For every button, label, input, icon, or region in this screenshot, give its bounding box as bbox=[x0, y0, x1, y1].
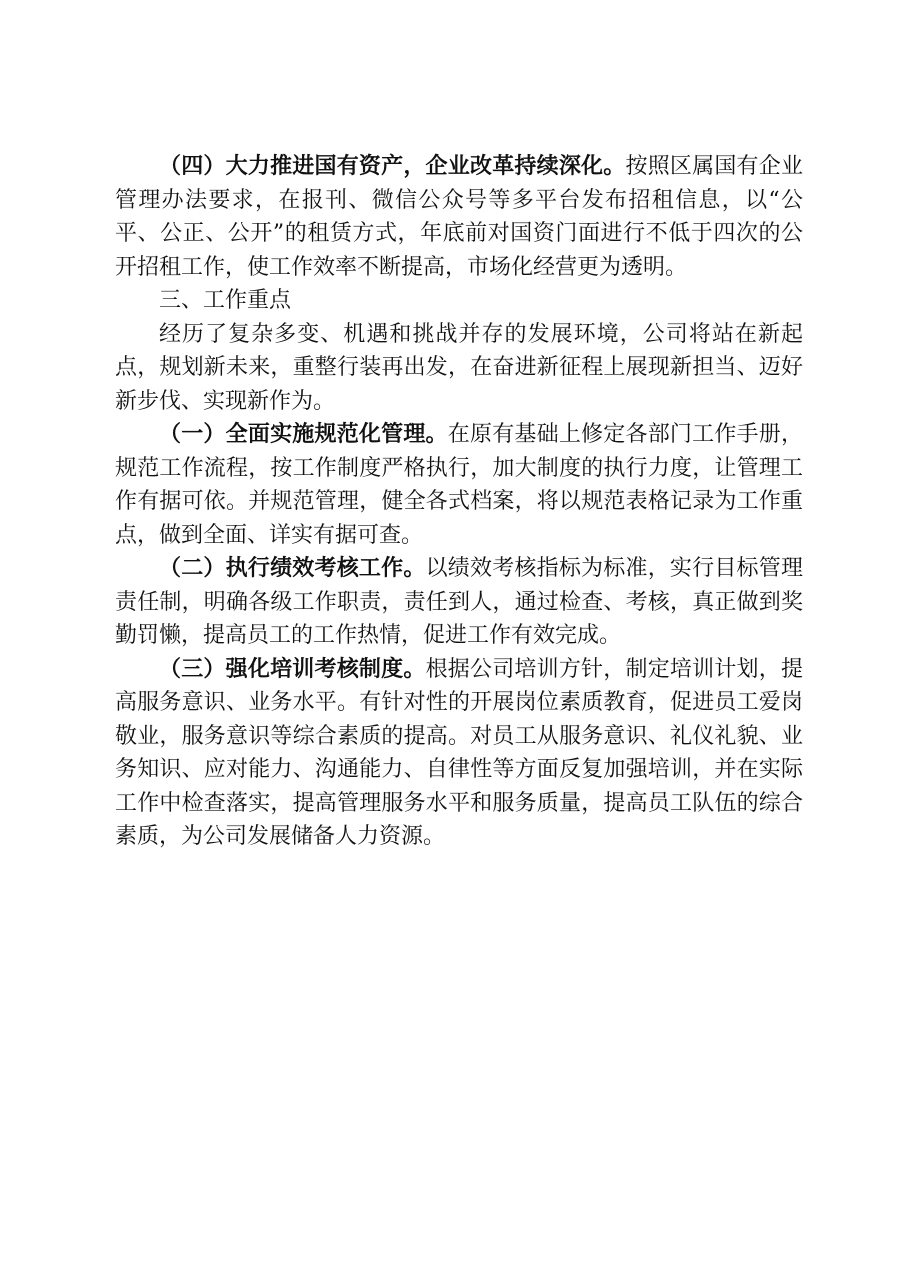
paragraph-text: 根据公司培训方针，制定培训计划，提高服务意识、业务水平。有针对性的开展岗位素质教育，促进员工爱岗敬业，服务意识等综合素质的提高。对员工从服务意识、礼仪礼貌、业务知识、应对能力、沟通能力、自律性等方面反复加强培训，并在实际工作中检查落实，提高管理服务水平和服务质量，提高员工队伍的综合素质，为公司发展储备人力资源。 bbox=[115, 656, 803, 849]
paragraph-lead-heading: （二）执行绩效考核工作。 bbox=[159, 556, 426, 581]
paragraph-text: 在原有基础上修定各部门工作手册，规范工作流程，按工作制度严格执行，加大制度的执行力度，让管理工作有据可依。并规范管理，健全各式档案，将以规范表格记录为工作重点，做到全面、详实有据可查。 bbox=[115, 422, 803, 548]
document-body bbox=[115, 150, 803, 854]
paragraph-text: 以绩效考核指标为标准，实行目标管理责任制，明确各级工作职责，责任到人，通过检查、考核，真正做到奖勤罚懒，提高员工的工作热情，促进工作有效完成。 bbox=[115, 556, 803, 648]
paragraph-lead-heading: （三）强化培训考核制度。 bbox=[159, 656, 426, 682]
paragraph-performance-assessment bbox=[115, 552, 803, 653]
paragraph-lead-heading: （四）大力推进国有资产，企业改革持续深化。 bbox=[159, 154, 626, 179]
paragraph-standardized-management bbox=[115, 418, 803, 552]
paragraph-training-system bbox=[115, 653, 803, 854]
section-heading-work-focus bbox=[115, 284, 803, 318]
paragraph-state-assets-reform bbox=[115, 150, 803, 284]
section-title: 三、工作重点 bbox=[159, 288, 292, 313]
paragraph-text: 按照区属国有企业管理办法要求，在报刊、微信公众号等多平台发布招租信息，以“公平、公正、公开”的租赁方式，年底前对国资门面进行不低于四次的公开招租工作，使工作效率不断提高，市场化经营更为透明。 bbox=[115, 154, 803, 280]
paragraph-intro bbox=[115, 318, 803, 419]
paragraph-text: 经历了复杂多变、机遇和挑战并存的发展环境，公司将站在新起点，规划新未来，重整行装再出发，在奋进新征程上展现新担当、迈好新步伐、实现新作为。 bbox=[115, 321, 803, 414]
paragraph-lead-heading: （一）全面实施规范化管理。 bbox=[159, 422, 448, 447]
